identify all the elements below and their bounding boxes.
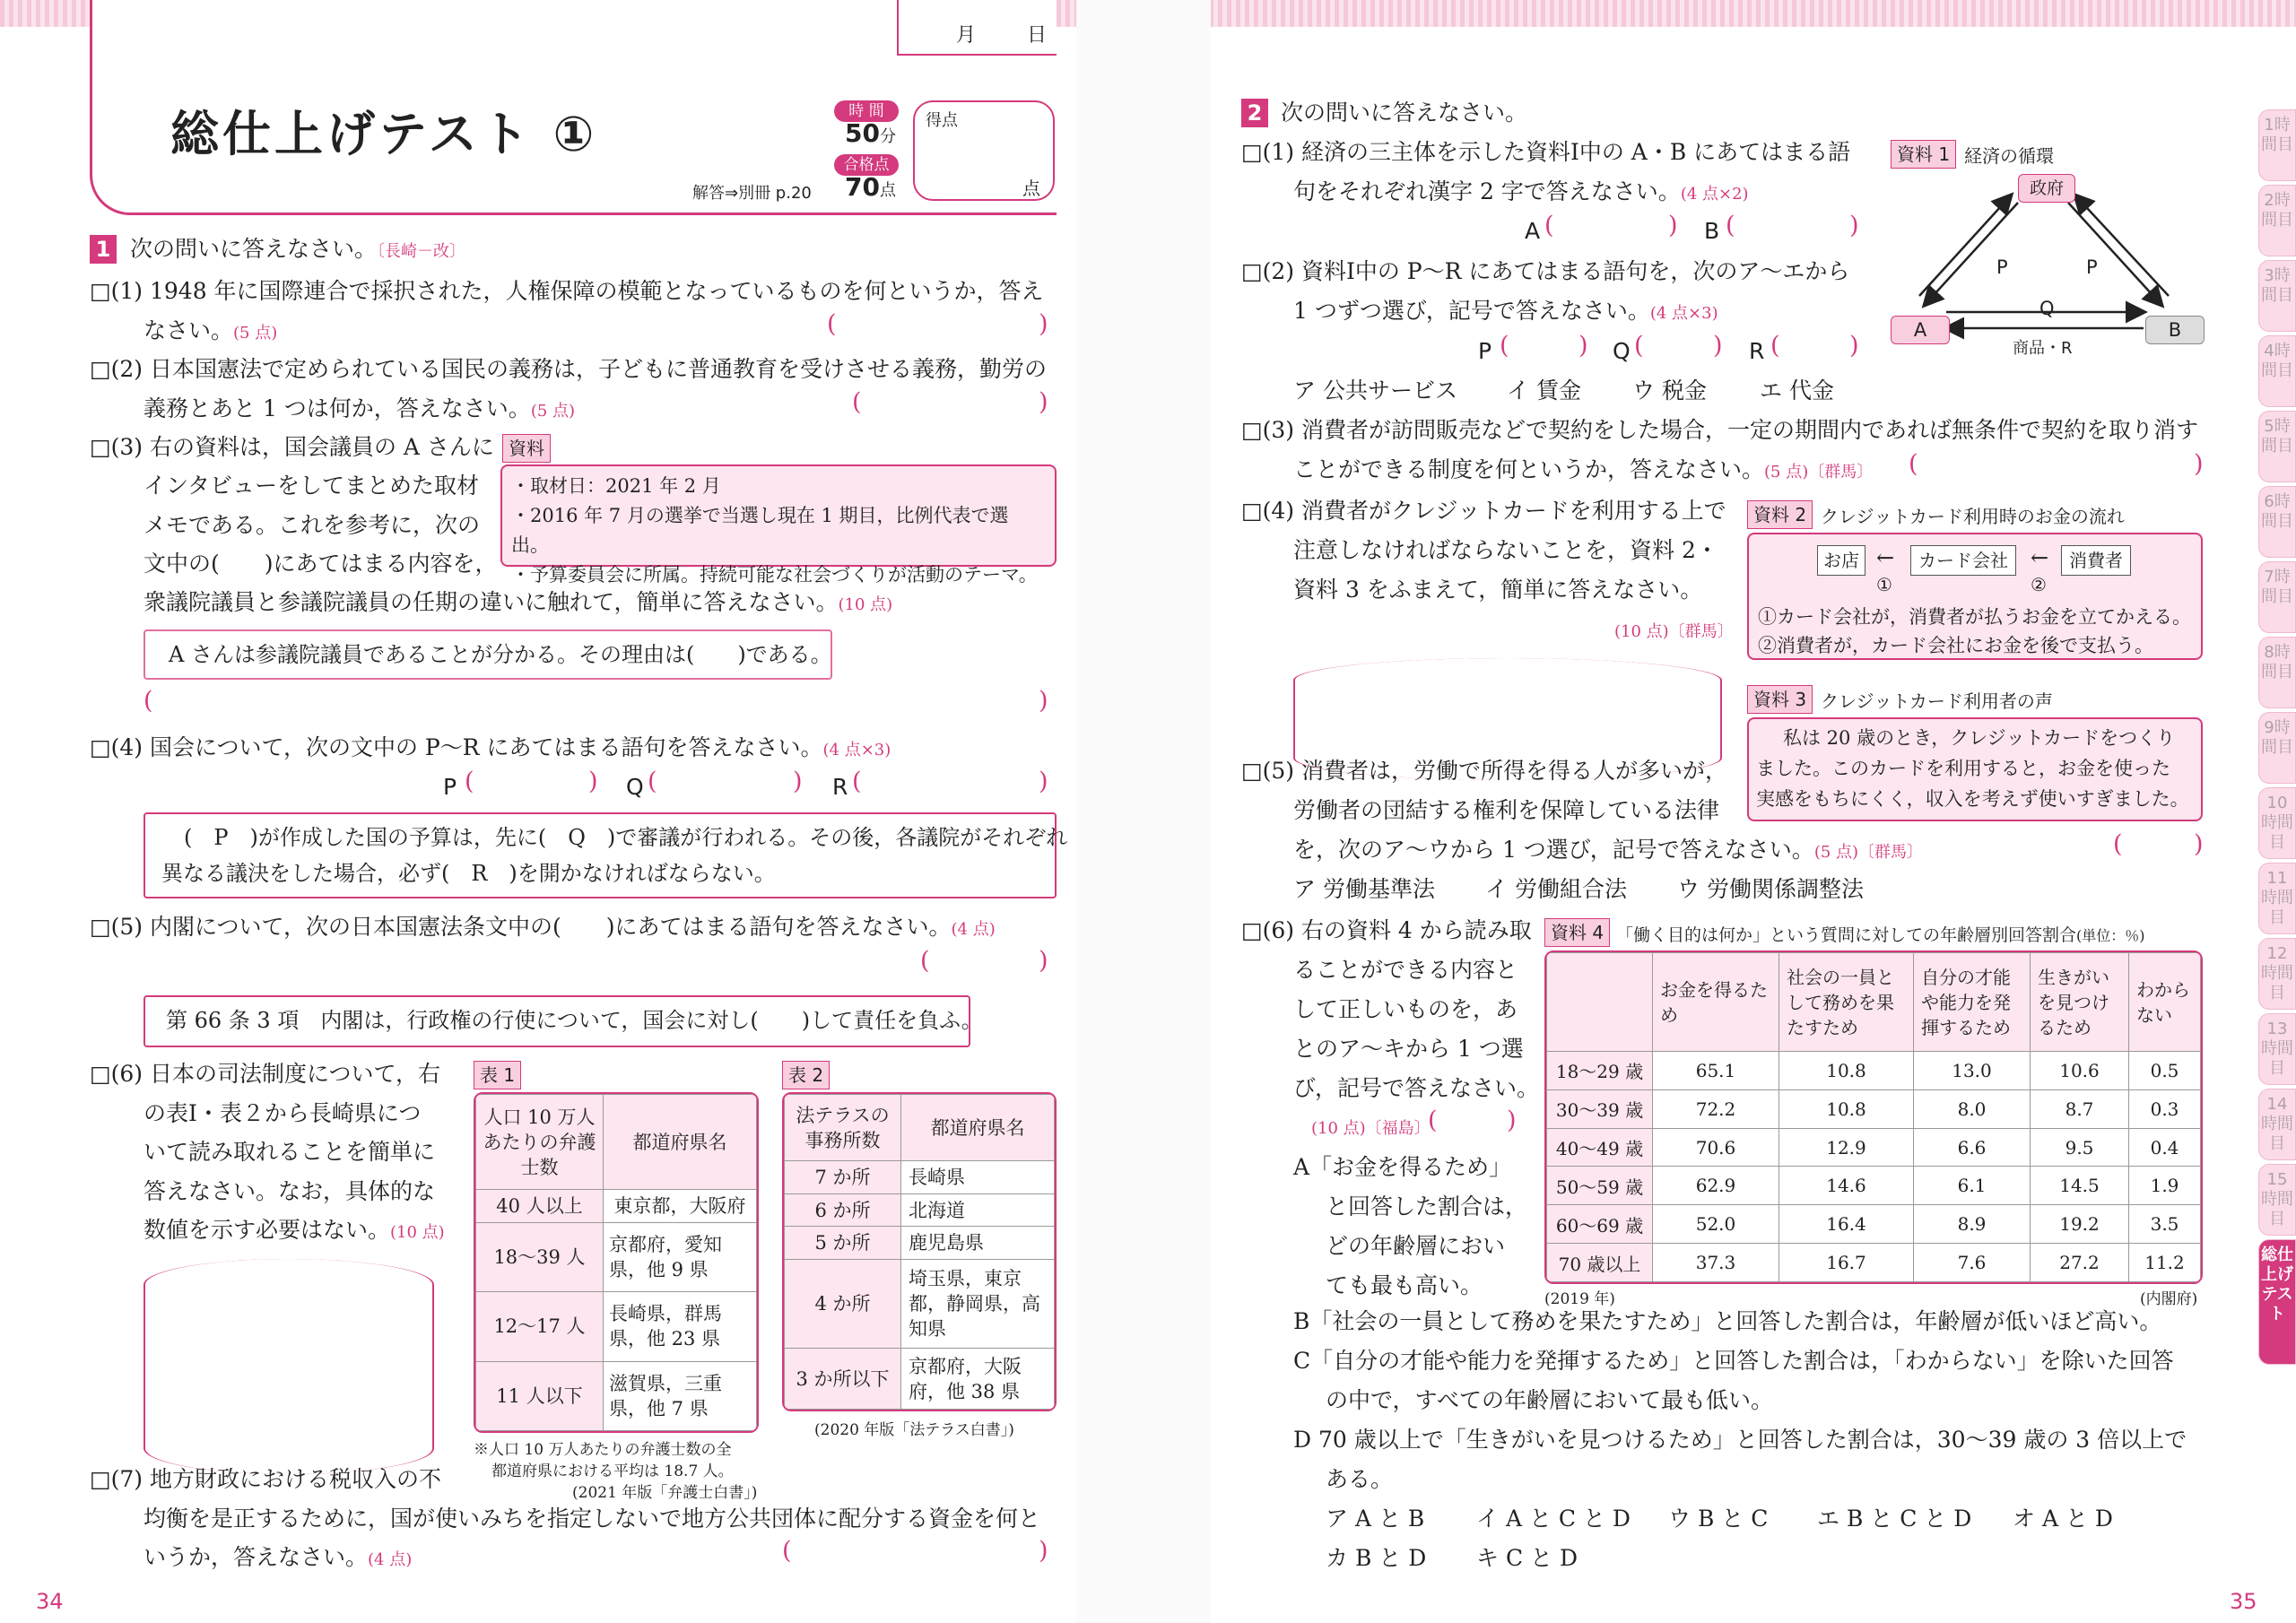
- s2-q2-line2: 1 つずつ選び，記号で答えなさい。(4 点×3): [1293, 298, 1718, 324]
- option-A-line4: ても最も高い。: [1326, 1272, 1483, 1298]
- s1-q6-line5: 数値を示す必要はない。(10 点): [144, 1217, 445, 1243]
- s1-q7-line1: □(7) 地方財政における税収入の不: [90, 1466, 441, 1492]
- flow-arrow-left1: ←: [1876, 545, 1895, 570]
- t2-head-count: 法テラスの事務所数: [785, 1095, 901, 1161]
- table1-note1: ※人口 10 万人あたりの弁護士数の全: [474, 1441, 732, 1459]
- day-label: 日: [1027, 24, 1048, 47]
- tab-final-test[interactable]: 総仕上げテスト: [2258, 1239, 2296, 1365]
- d4-head: 生きがいを見つけるため: [2031, 953, 2129, 1052]
- option-A-line1: A「お金を得るため」: [1293, 1154, 1512, 1180]
- tab-hour-2[interactable]: 2時間目: [2258, 185, 2296, 256]
- d4-age: 60～69 歳: [1547, 1205, 1653, 1244]
- s1-q4-Q-close: ): [793, 768, 803, 795]
- tab-hour-5[interactable]: 5時間目: [2258, 411, 2296, 482]
- d4-cell: 12.9: [1779, 1128, 1914, 1167]
- s2-q5-line3: を，次のア～ウから 1 つ選び，記号で答えなさい。(5 点)〔群馬〕: [1293, 837, 1924, 863]
- answer-choice: キ C と D: [1476, 1545, 1578, 1571]
- d4-cell: 19.2: [2031, 1205, 2129, 1244]
- d4-age: 18～29 歳: [1547, 1052, 1653, 1090]
- page-number-left: 34: [36, 1589, 64, 1614]
- flow-arrow-left2: ←: [2031, 545, 2049, 570]
- tab-hour-7[interactable]: 7時間目: [2258, 561, 2296, 633]
- page-number-right: 35: [2230, 1589, 2257, 1614]
- s2-q2-R: R: [1749, 338, 1765, 364]
- memo-line: ・予算委員会に所属。持続可能な社会づくりが活動のテーマ。: [511, 564, 1038, 586]
- t2-cell: 北海道: [901, 1193, 1055, 1227]
- t1-head-count: 人口 10 万人あたりの弁護士数: [476, 1095, 604, 1190]
- diagram1-P-right: P: [2086, 256, 2098, 278]
- data2-line1: ①カード会社が，消費者が払うお金を立てかえる。: [1758, 606, 2191, 628]
- s2-q2-P: P: [1478, 338, 1492, 364]
- s2-q3-answer[interactable]: (: [1909, 450, 1918, 478]
- d4-cell: 3.5: [2129, 1205, 2201, 1244]
- top-stripe-right: [1245, 0, 2296, 27]
- s1-q4-P-close: ): [588, 768, 598, 795]
- memo-box: [500, 464, 1057, 586]
- tab-hour-6[interactable]: 6時間目: [2258, 486, 2296, 558]
- s1-q5-answer-close: ): [1039, 947, 1048, 975]
- section2-heading: 次の問いに答えなさい。: [1281, 100, 1528, 126]
- d4-head: わからない: [2129, 953, 2201, 1052]
- top-stripe-left: [0, 0, 90, 27]
- s1-q1-answer-close: ): [1039, 310, 1048, 338]
- t2-cell: 7 か所: [785, 1161, 901, 1194]
- s2-q2-R-answer[interactable]: (: [1770, 332, 1780, 360]
- s2-q2-R-close: ): [1849, 332, 1859, 360]
- q4-P: P: [443, 774, 457, 800]
- s1-q6-line2: の表Ⅰ・表２から長崎県につ: [144, 1100, 422, 1126]
- q4-sentence-line1: ( P )が作成した国の予算は，先に( Q )で審議が行われる。その後，各議院がそれぞれ: [184, 825, 1068, 850]
- d4-cell: 16.7: [1779, 1244, 1914, 1282]
- s2-q2-Q-answer[interactable]: (: [1634, 332, 1644, 360]
- pass-value: 70点: [845, 172, 896, 202]
- s2-q5-line1: □(5) 消費者は，労働で所得を得る人が多いが，: [1241, 758, 1727, 784]
- data4-table: [1544, 950, 2203, 1284]
- tab-hour-9[interactable]: 9時間目: [2258, 712, 2296, 784]
- flow-step2: ②: [2031, 574, 2047, 595]
- s2-q6-line4: とのア～キから 1 つ選: [1293, 1036, 1524, 1062]
- table1-label: 表 1: [474, 1061, 521, 1089]
- table1-note2: 都道府県における平均は 18.7 人。: [491, 1462, 734, 1480]
- tab-hour-14[interactable]: 14時間目: [2258, 1089, 2296, 1160]
- page-title: 総仕上げテスト ①: [170, 106, 598, 162]
- answer-ref: 解答⇒別冊 p.20: [692, 184, 812, 203]
- s1-q5-line: □(5) 内閣について，次の日本国憲法条文中の( )にあてはまる語句を答えなさい。(4 点): [90, 914, 996, 940]
- data2-line2: ②消費者が，カード会社にお金を後で支払う。: [1758, 635, 2153, 656]
- t2-cell: 鹿児島県: [901, 1227, 1055, 1260]
- table1-source: (2021 年版「弁護士白書」): [572, 1484, 758, 1502]
- d4-cell: 11.2: [2129, 1244, 2201, 1282]
- d4-cell: 62.9: [1653, 1167, 1779, 1205]
- s2-q1-A-close: ): [1668, 212, 1678, 239]
- t1-cell: 東京都，大阪府: [604, 1190, 757, 1223]
- s1-q3-line1: □(3) 右の資料は，国会議員の A さんに: [90, 434, 494, 460]
- answer-choice: イ A と C と D: [1476, 1506, 1631, 1532]
- q5-article: 第 66 条 3 項 内閣は，行政権の行使について，国会に対し( )して責任を負ふ。: [166, 1008, 983, 1033]
- s2-q2-Q-close: ): [1713, 332, 1723, 360]
- data3-label: 資料 3: [1747, 685, 1813, 714]
- s1-q3-line2: インタビューをしてまとめた取材: [144, 473, 480, 499]
- d4-age: 30～39 歳: [1547, 1089, 1653, 1128]
- data2-title: クレジットカード利用時のお金の流れ: [1821, 506, 2125, 527]
- d4-cell: 37.3: [1653, 1244, 1779, 1282]
- diagram1-R: 商品・R: [2013, 339, 2073, 358]
- s2-q5-line2: 労働者の団結する権利を保障している法律: [1293, 797, 1720, 823]
- table2-label: 表 2: [782, 1061, 830, 1089]
- s1-q3-line4: 文中の( )にあてはまる内容を，: [144, 551, 498, 577]
- s2-q6-answer-close: ): [1507, 1107, 1517, 1134]
- s1-q2-line2: 義務とあと 1 つは何か，答えなさい。(5 点): [144, 395, 576, 421]
- memo-label: 資料: [502, 434, 551, 463]
- s1-q2-line1: □(2) 日本国憲法で定められている国民の義務は，子どもに普通教育を受けさせる義務，勤労の: [90, 356, 1047, 382]
- d4-cell: 65.1: [1653, 1052, 1779, 1090]
- s1-q1-answer[interactable]: (: [827, 310, 837, 338]
- d4-cell: 16.4: [1779, 1205, 1914, 1244]
- s2-q6-points: (10 点)〔福島〕: [1311, 1119, 1431, 1138]
- d4-cell: 0.4: [2129, 1128, 2201, 1167]
- diagram1-P-left: P: [1996, 256, 2008, 278]
- diagram1-gov: 政府: [2018, 174, 2075, 203]
- s1-q1-line1: □(1) 1948 年に国際連合で採択された，人権保障の模範となっているものを何というか，答え: [90, 278, 1044, 304]
- s2-q4-line1: □(4) 消費者がクレジットカードを利用する上で: [1241, 498, 1726, 524]
- t2-cell: 長崎県: [901, 1161, 1055, 1194]
- d4-cell: 8.9: [1914, 1205, 2031, 1244]
- option-A-line3: どの年齢層におい: [1326, 1233, 1506, 1259]
- s2-q3-line2: ことができる制度を何というか，答えなさい。(5 点)〔群馬〕: [1293, 456, 1874, 482]
- s1-q4-R-close: ): [1039, 768, 1048, 795]
- d4-cell: 27.2: [2031, 1244, 2129, 1282]
- t1-cell: 40 人以上: [476, 1190, 604, 1223]
- s1-q6-line1: □(6) 日本の司法制度について，右: [90, 1061, 440, 1087]
- diagram1-label: 資料 1: [1891, 140, 1956, 169]
- option-D-line2: ある。: [1326, 1466, 1394, 1492]
- answer-choice: ア A と B: [1326, 1506, 1425, 1532]
- data4-year: (2019 年): [1544, 1290, 1615, 1308]
- d4-cell: 6.6: [1914, 1128, 2031, 1167]
- d4-age: 40～49 歳: [1547, 1128, 1653, 1167]
- score-label: 得点: [926, 111, 958, 130]
- pass-badge: 合格点: [834, 154, 899, 176]
- s2-q1-B: B: [1704, 218, 1720, 244]
- s2-q5-answer[interactable]: (: [2113, 830, 2123, 858]
- s2-q6-answer[interactable]: (: [1428, 1107, 1438, 1134]
- s2-q1-line1: □(1) 経済の三主体を示した資料Ⅰ中の A・B にあてはまる語: [1241, 139, 1851, 165]
- d4-cell: 0.5: [2129, 1052, 2201, 1090]
- flow-shop: お店: [1817, 545, 1866, 576]
- data4-label: 資料 4: [1544, 918, 1610, 947]
- q4-R: R: [832, 774, 848, 800]
- s1-q6-answer-bracket[interactable]: [144, 1259, 434, 1474]
- t2-cell: 6 か所: [785, 1193, 901, 1227]
- t2-cell: 3 か所以下: [785, 1349, 901, 1410]
- tab-hour-11[interactable]: 11時間目: [2258, 863, 2296, 934]
- s1-q3-line3: メモである。これを参考に，次の: [144, 512, 481, 538]
- s1-q7-answer[interactable]: (: [782, 1537, 792, 1565]
- s2-q6-line3: して正しいものを，あ: [1293, 996, 1518, 1022]
- diagram1-A: A: [1891, 316, 1950, 344]
- page-gutter: [1076, 0, 1211, 1623]
- s2-q3-answer-close: ): [2194, 450, 2204, 478]
- answer-choice: ウ B と C: [1668, 1506, 1769, 1532]
- option-C-line2: の中で，すべての年齢層において最も低い。: [1326, 1387, 1774, 1413]
- tab-hour-13[interactable]: 13時間目: [2258, 1013, 2296, 1085]
- data4-title: 「働く目的は何か」という質問に対しての年齢層別回答割合(単位：％): [1616, 925, 2145, 945]
- data3-box: [1747, 717, 2203, 821]
- flow-consumer: 消費者: [2061, 545, 2131, 576]
- data3-line2: ました。このカードを利用すると，お金を使った: [1756, 758, 2170, 779]
- s2-q6-line2: ることができる内容と: [1293, 957, 1518, 983]
- d4-head: お金を得るため: [1653, 953, 1779, 1052]
- section1-number: 1: [90, 235, 117, 264]
- d4-cell: 13.0: [1914, 1052, 2031, 1090]
- d4-head: 自分の才能や能力を発揮するため: [1914, 953, 2031, 1052]
- s1-q1-line2: なさい。(5 点): [144, 317, 278, 343]
- s2-q2-choice: エ 代金: [1760, 378, 1834, 404]
- diagram1-title: 経済の循環: [1964, 145, 2054, 167]
- section2-number: 2: [1241, 99, 1268, 127]
- table2: [782, 1092, 1057, 1411]
- t1-cell: 長崎県，群馬県，他 23 県: [604, 1292, 757, 1361]
- s2-q5-choice: ウ 労働関係調整法: [1677, 876, 1864, 902]
- s1-q3-answer[interactable]: (: [144, 687, 153, 715]
- tab-hour-4[interactable]: 4時間目: [2258, 335, 2296, 407]
- tab-hour-10[interactable]: 10時間目: [2258, 787, 2296, 859]
- s2-q2-choice: ウ 税金: [1632, 378, 1707, 404]
- d4-cell: 10.8: [1779, 1052, 1914, 1090]
- t1-head-pref: 都道府県名: [604, 1095, 757, 1190]
- d4-cell: 70.6: [1653, 1128, 1779, 1167]
- t1-cell: 18～39 人: [476, 1222, 604, 1291]
- d4-cell: 52.0: [1653, 1205, 1779, 1244]
- s1-q4-R-answer[interactable]: (: [852, 768, 862, 795]
- flow-step1: ①: [1876, 574, 1892, 595]
- flow-card-company: カード会社: [1910, 545, 2016, 576]
- t1-cell: 12～17 人: [476, 1292, 604, 1361]
- s1-q6-line4: 答えなさい。なお，具体的な: [144, 1178, 436, 1204]
- s2-q2-Q: Q: [1613, 338, 1631, 364]
- option-A-line2: と回答した割合は，: [1326, 1193, 1528, 1219]
- diagram1-B: B: [2145, 316, 2205, 344]
- t1-cell: 滋賀県，三重県，他 7 県: [604, 1361, 757, 1430]
- s2-q2-choice: ア 公共サービス: [1293, 378, 1457, 404]
- t1-cell: 京都府，愛知県，他 9 県: [604, 1222, 757, 1291]
- table2-source: (2020 年版「法テラス白書」): [814, 1421, 1014, 1439]
- s2-q2-P-answer[interactable]: (: [1500, 332, 1509, 360]
- d4-cell: 14.5: [2031, 1167, 2129, 1205]
- tab-hour-1[interactable]: 1時間目: [2258, 109, 2296, 181]
- data4-source: (内閣府): [2140, 1290, 2198, 1308]
- table1: [474, 1092, 759, 1433]
- d4-head: [1547, 953, 1653, 1052]
- option-C-line1: C「自分の才能や能力を発揮するため」と回答した割合は，「わからない」を除いた回答: [1293, 1348, 2174, 1374]
- s2-q5-choice: ア 労働基準法: [1293, 876, 1435, 902]
- answer-choice: エ B と C と D: [1817, 1506, 1972, 1532]
- s2-q1-B-answer[interactable]: (: [1726, 212, 1735, 239]
- score-unit: 点: [1022, 178, 1040, 199]
- s2-q1-B-close: ): [1849, 212, 1859, 239]
- data3-line1: 私は 20 歳のとき，クレジットカードをつくり: [1783, 727, 2176, 749]
- option-B: B「社会の一員として務めを果たすため」と回答した割合は，年齢層が低いほど高い。: [1293, 1308, 2162, 1334]
- data2-label: 資料 2: [1747, 500, 1813, 529]
- s1-q4-P-answer[interactable]: (: [465, 768, 474, 795]
- s2-q5-answer-close: ): [2194, 830, 2204, 858]
- s2-q4-points: (10 点)〔群馬〕: [1614, 622, 1734, 641]
- d4-cell: 1.9: [2129, 1167, 2201, 1205]
- s2-q2-P-close: ): [1578, 332, 1588, 360]
- tab-hour-12[interactable]: 12時間目: [2258, 938, 2296, 1010]
- s1-q2-answer-close: ): [1039, 388, 1048, 416]
- s1-q7-line2: 均衡を是正するために，国が使いみちを指定しないで地方公共団体に配分する資金を何と: [144, 1506, 1041, 1532]
- d4-cell: 8.0: [1914, 1089, 2031, 1128]
- section1-heading: 次の問いに答えなさい。〔長崎－改〕: [130, 236, 466, 262]
- t2-cell: 4 か所: [785, 1260, 901, 1349]
- tab-hour-3[interactable]: 3時間目: [2258, 260, 2296, 332]
- d4-cell: 8.7: [2031, 1089, 2129, 1128]
- q3-sentence: A さんは参議院議員であることが分かる。その理由は( )である。: [169, 642, 832, 667]
- s1-q7-line3: いうか，答えなさい。(4 点): [144, 1544, 413, 1570]
- t2-head-pref: 都道府県名: [901, 1095, 1055, 1161]
- d4-cell: 7.6: [1914, 1244, 2031, 1282]
- time-badge: 時 間: [834, 100, 899, 122]
- d4-cell: 9.5: [2031, 1128, 2129, 1167]
- s2-q3-line1: □(3) 消費者が訪問販売などで契約をした場合，一定の期間内であれば無条件で契約を取り消す: [1241, 417, 2198, 443]
- d4-cell: 14.6: [1779, 1167, 1914, 1205]
- d4-cell: 10.6: [2031, 1052, 2129, 1090]
- s1-q5-answer[interactable]: (: [920, 947, 930, 975]
- time-value: 50分: [845, 118, 896, 148]
- s1-q3-line5: 衆議院議員と参議院議員の任期の違いに触れて，簡単に答えなさい。(10 点): [144, 589, 893, 615]
- tab-hour-8[interactable]: 8時間目: [2258, 637, 2296, 708]
- s2-q6-line5: び，記号で答えなさい。: [1293, 1075, 1540, 1101]
- t1-cell: 11 人以下: [476, 1361, 604, 1430]
- q4-sentence-line2: 異なる議決をした場合，必ず( R )を開かなければならない。: [161, 861, 776, 886]
- d4-age: 70 歳以上: [1547, 1244, 1653, 1282]
- s2-q2-choice: イ 賃金: [1507, 378, 1581, 404]
- d4-age: 50～59 歳: [1547, 1167, 1653, 1205]
- s1-q7-answer-close: ): [1039, 1537, 1048, 1565]
- d4-head: 社会の一員として務めを果たすため: [1779, 953, 1914, 1052]
- d4-cell: 72.2: [1653, 1089, 1779, 1128]
- s2-q1-A: A: [1525, 218, 1541, 244]
- s1-q3-answer-close: ): [1039, 687, 1048, 715]
- memo-line: ・2016 年 7 月の選挙で当選し現在 1 期目，比例代表で選出。: [511, 505, 1009, 556]
- answer-choice: オ A と D: [2013, 1506, 2113, 1532]
- t2-cell: 埼玉県，東京都，静岡県，高知県: [901, 1260, 1055, 1349]
- s1-q4-Q-answer[interactable]: (: [648, 768, 657, 795]
- tab-hour-15[interactable]: 15時間目: [2258, 1164, 2296, 1236]
- s2-q1-line2: 句をそれぞれ漢字 2 字で答えなさい。(4 点×2): [1293, 178, 1749, 204]
- d4-cell: 6.1: [1914, 1167, 2031, 1205]
- answer-choice: カ B と D: [1326, 1545, 1427, 1571]
- s2-q5-choice: イ 労働組合法: [1485, 876, 1627, 902]
- data3-title: クレジットカード利用者の声: [1821, 690, 2053, 712]
- s1-q2-answer[interactable]: (: [852, 388, 862, 416]
- q4-Q: Q: [626, 774, 644, 800]
- t2-cell: 京都府，大阪府，他 38 県: [901, 1349, 1055, 1410]
- data3-line3: 実感をもちにくく，収入を考えず使いすぎました。: [1756, 788, 2189, 810]
- s1-q4-line: □(4) 国会について，次の文中の P～R にあてはまる語句を答えなさい。(4 点×3): [90, 734, 891, 760]
- memo-line: ・取材日：2021 年 2 月: [511, 475, 721, 497]
- s2-q6-line1: □(6) 右の資料 4 から読み取: [1241, 917, 1532, 943]
- s2-q1-A-answer[interactable]: (: [1544, 212, 1554, 239]
- s2-q2-line1: □(2) 資料Ⅰ中の P～R にあてはまる語句を，次のア～エから: [1241, 258, 1850, 284]
- diagram1-Q: Q: [2039, 298, 2055, 319]
- s2-q4-line3: 資料 3 をふまえて，簡単に答えなさい。: [1293, 577, 1703, 603]
- s2-q4-line2: 注意しなければならないことを，資料 2・: [1293, 537, 1718, 563]
- t2-cell: 5 か所: [785, 1227, 901, 1260]
- d4-cell: 10.8: [1779, 1089, 1914, 1128]
- d4-cell: 0.3: [2129, 1089, 2201, 1128]
- month-label: 月: [956, 24, 977, 47]
- s1-q6-line3: いて読み取れることを簡単に: [144, 1139, 436, 1165]
- option-D-line1: D 70 歳以上で「生きがいを見つけるため」と回答した割合は，30～39 歳の 3 倍以上で: [1293, 1427, 2187, 1453]
